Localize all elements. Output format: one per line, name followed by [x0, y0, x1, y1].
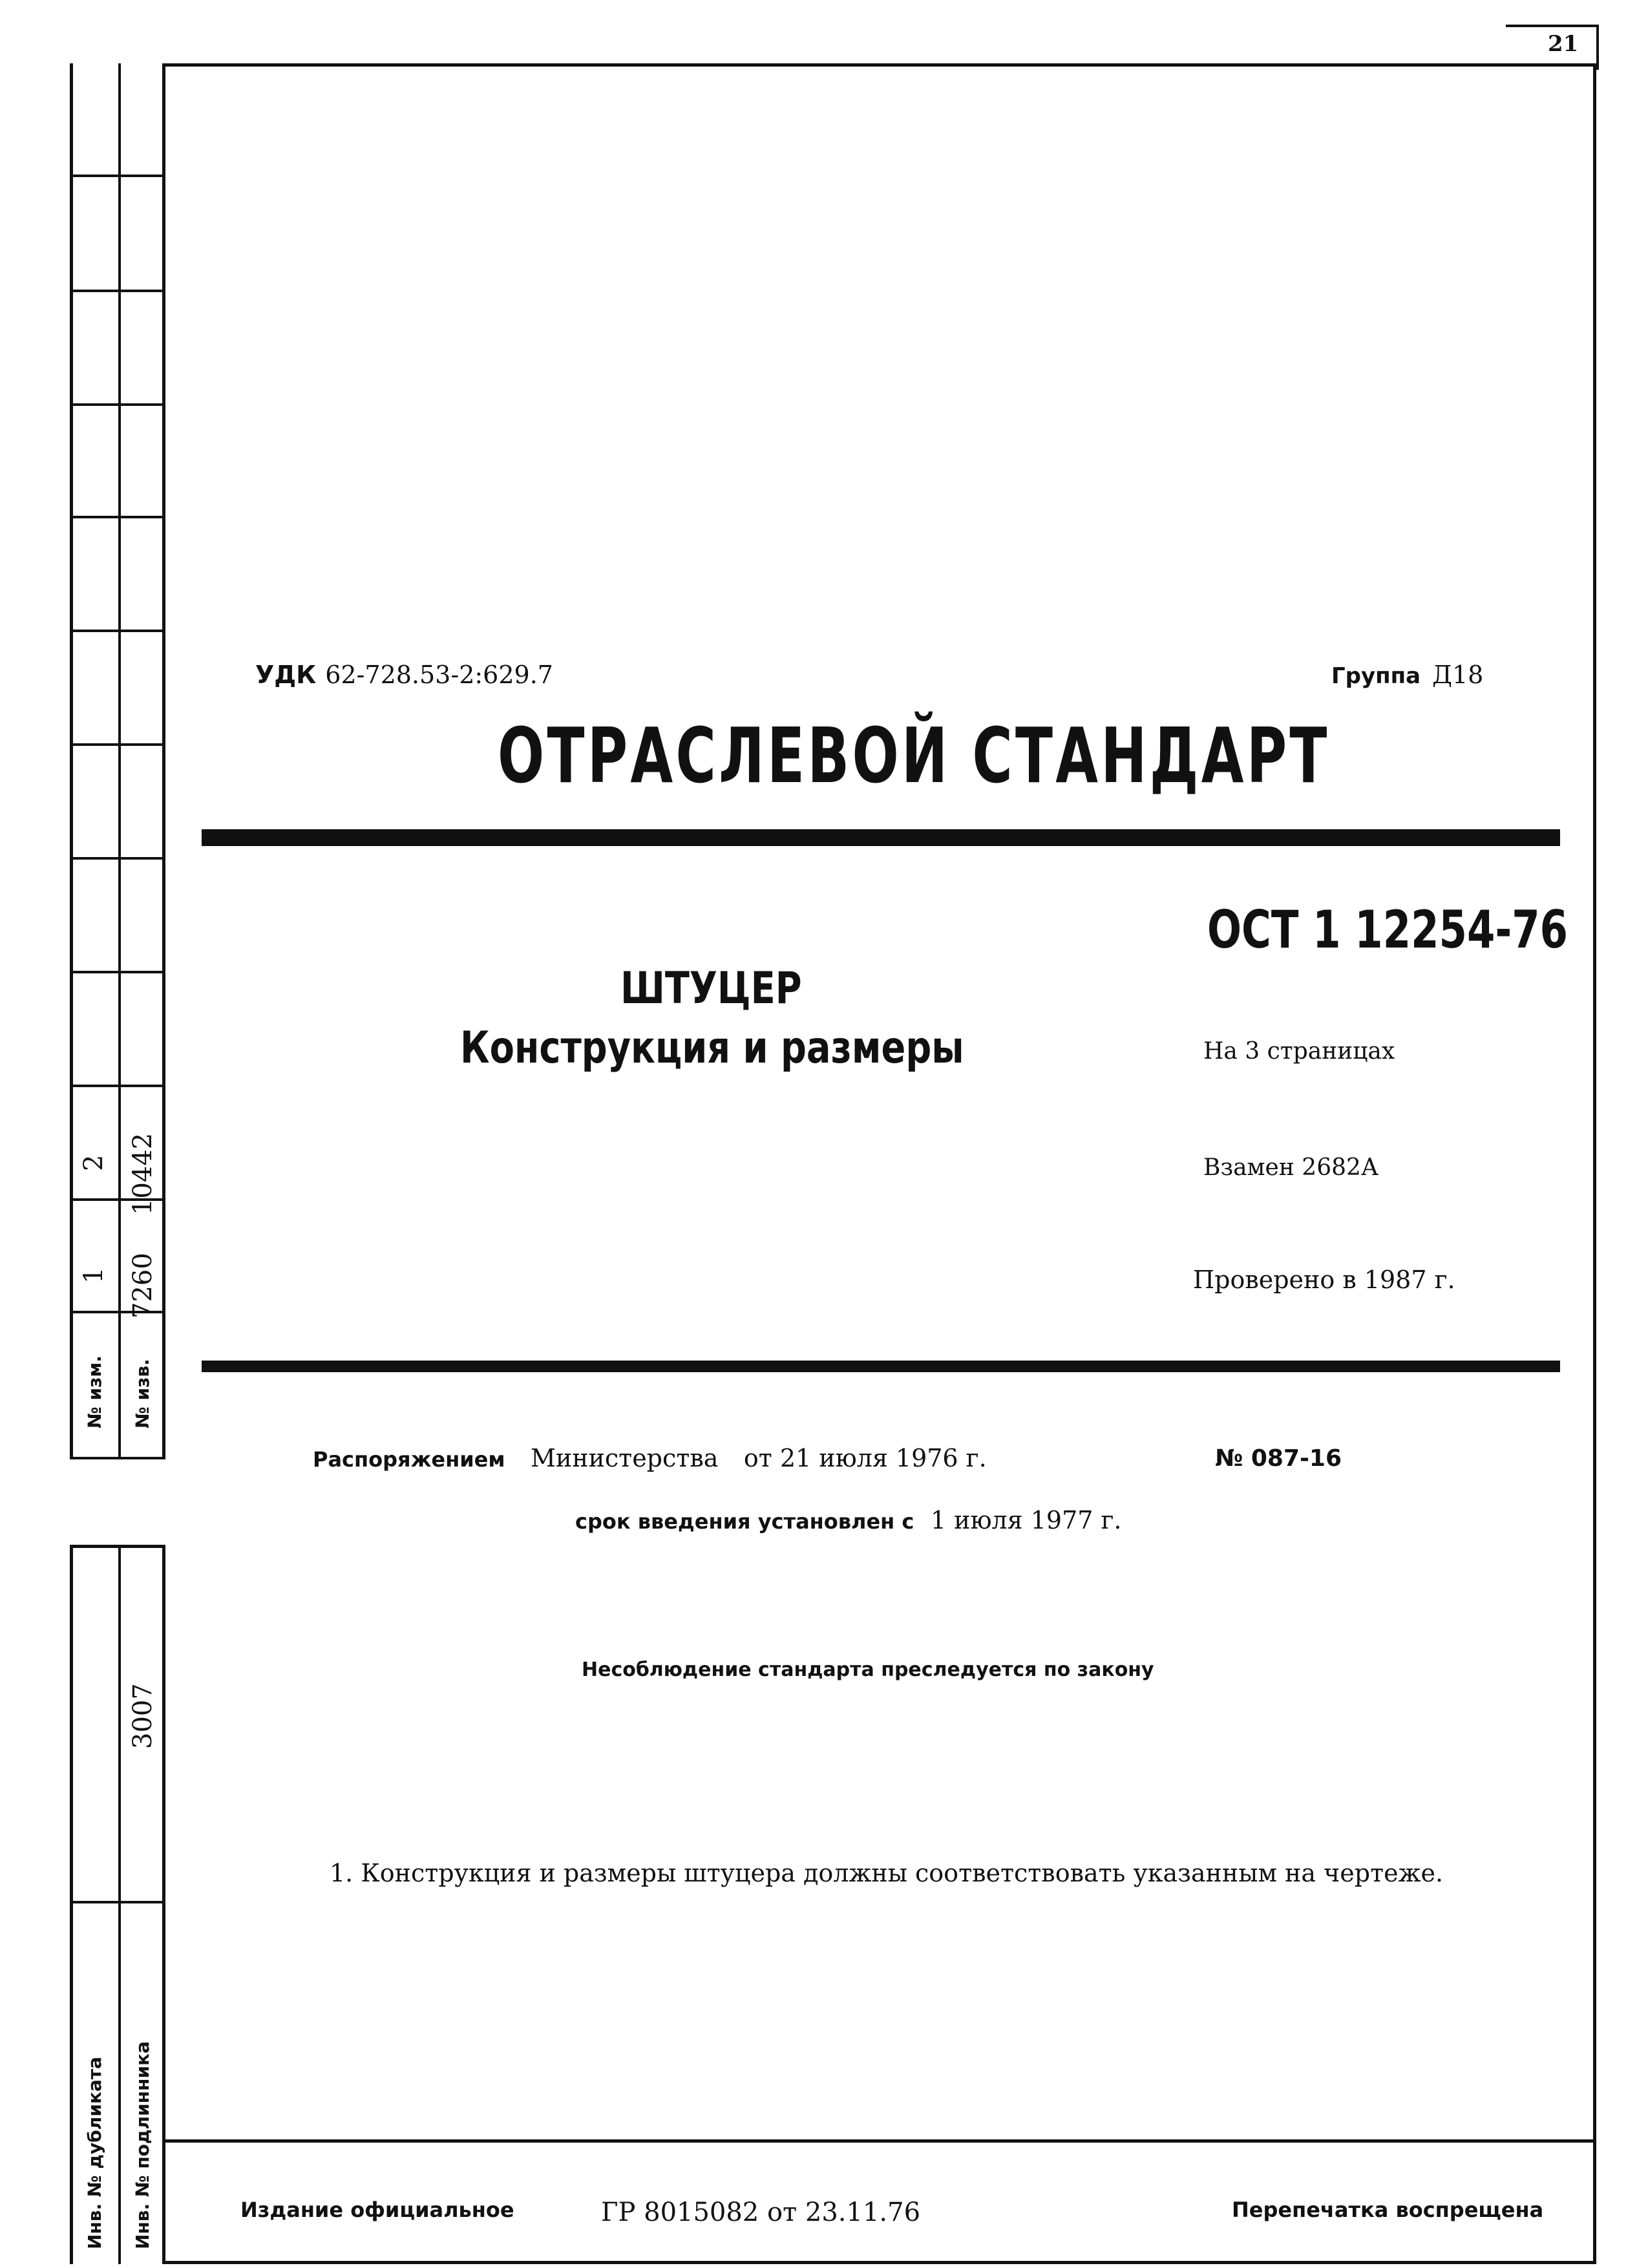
group-label: Группа: [1331, 663, 1421, 689]
effective-date-line: [575, 1506, 1122, 1535]
page-number: 21: [1548, 31, 1579, 57]
notice-number-2: 10442: [128, 1132, 158, 1215]
duplicate-inventory-label: Инв. № дубликата: [84, 2057, 105, 2249]
registration-number: ГР 8015082 от 23.11.76: [601, 2198, 921, 2227]
change-number-2: 2: [79, 1154, 109, 1171]
strip-line: [73, 1901, 162, 1903]
udk-code: [255, 661, 553, 690]
order-number: № 087-16: [1215, 1445, 1342, 1472]
standard-number: ОСТ 1 12254-76: [1207, 900, 1569, 960]
reprint-note: Перепечатка воспрещена: [1232, 2198, 1544, 2222]
verified-note: Проверено в 1987 г.: [1193, 1266, 1455, 1294]
order-date: от 21 июля 1976 г.: [743, 1444, 987, 1472]
group-value: Д18: [1432, 661, 1484, 689]
strip-line: [73, 1085, 162, 1087]
frame-corner-top: [1506, 25, 1599, 27]
effective-date: 1 июля 1977 г.: [930, 1506, 1122, 1534]
strip-line: [73, 516, 162, 518]
page-count: На 3 страницах: [1203, 1038, 1395, 1065]
notice-number-label: № изв.: [132, 1359, 153, 1428]
original-inventory-label: Инв. № подлинника: [132, 2041, 153, 2249]
change-number-1: 1: [79, 1267, 109, 1284]
strip-divider: [118, 1548, 121, 2264]
notice-number-1: 7260: [128, 1253, 158, 1319]
title-rule: [202, 829, 1560, 846]
original-inventory-value: 3007: [128, 1683, 158, 1749]
strip-line: [73, 857, 162, 860]
footer-rule: [163, 2139, 1596, 2143]
strip-divider: [118, 63, 121, 1459]
strip-line: [73, 743, 162, 746]
effective-label: срок введения установлен с: [575, 1509, 914, 1534]
order-label: Распоряжением: [313, 1447, 505, 1472]
group-code: [1331, 661, 1483, 690]
section-rule: [202, 1361, 1560, 1372]
udk-label: УДК: [255, 661, 317, 689]
change-number-label: № изм.: [84, 1355, 105, 1428]
order-line: [313, 1444, 987, 1473]
strip-line: [73, 403, 162, 406]
strip-line: [73, 1457, 162, 1459]
strip-line: [73, 630, 162, 632]
product-title: ШТУЦЕР: [620, 963, 802, 1014]
replaces-note: Взамен 2682А: [1203, 1154, 1379, 1181]
strip-line: [73, 290, 162, 292]
product-subtitle: Конструкция и размеры: [460, 1023, 964, 1074]
document-title: ОТРАСЛЕВОЙ СТАНДАРТ: [498, 711, 1330, 800]
frame-corner-right: [1596, 25, 1599, 70]
change-registration-strip: [70, 63, 165, 1459]
order-ministry: Министерства: [531, 1444, 719, 1472]
legal-warning: Несоблюдение стандарта преследуется по закону: [582, 1659, 1154, 1681]
edition-note: Издание официальное: [240, 2198, 514, 2222]
strip-line: [73, 175, 162, 177]
clause-1: 1. Конструкция и размеры штуцера должны соответствовать указанным на чертеже.: [330, 1859, 1444, 1887]
udk-value: 62-728.53-2:629.7: [325, 661, 553, 689]
strip-line: [73, 971, 162, 973]
main-frame: [163, 63, 1596, 2264]
